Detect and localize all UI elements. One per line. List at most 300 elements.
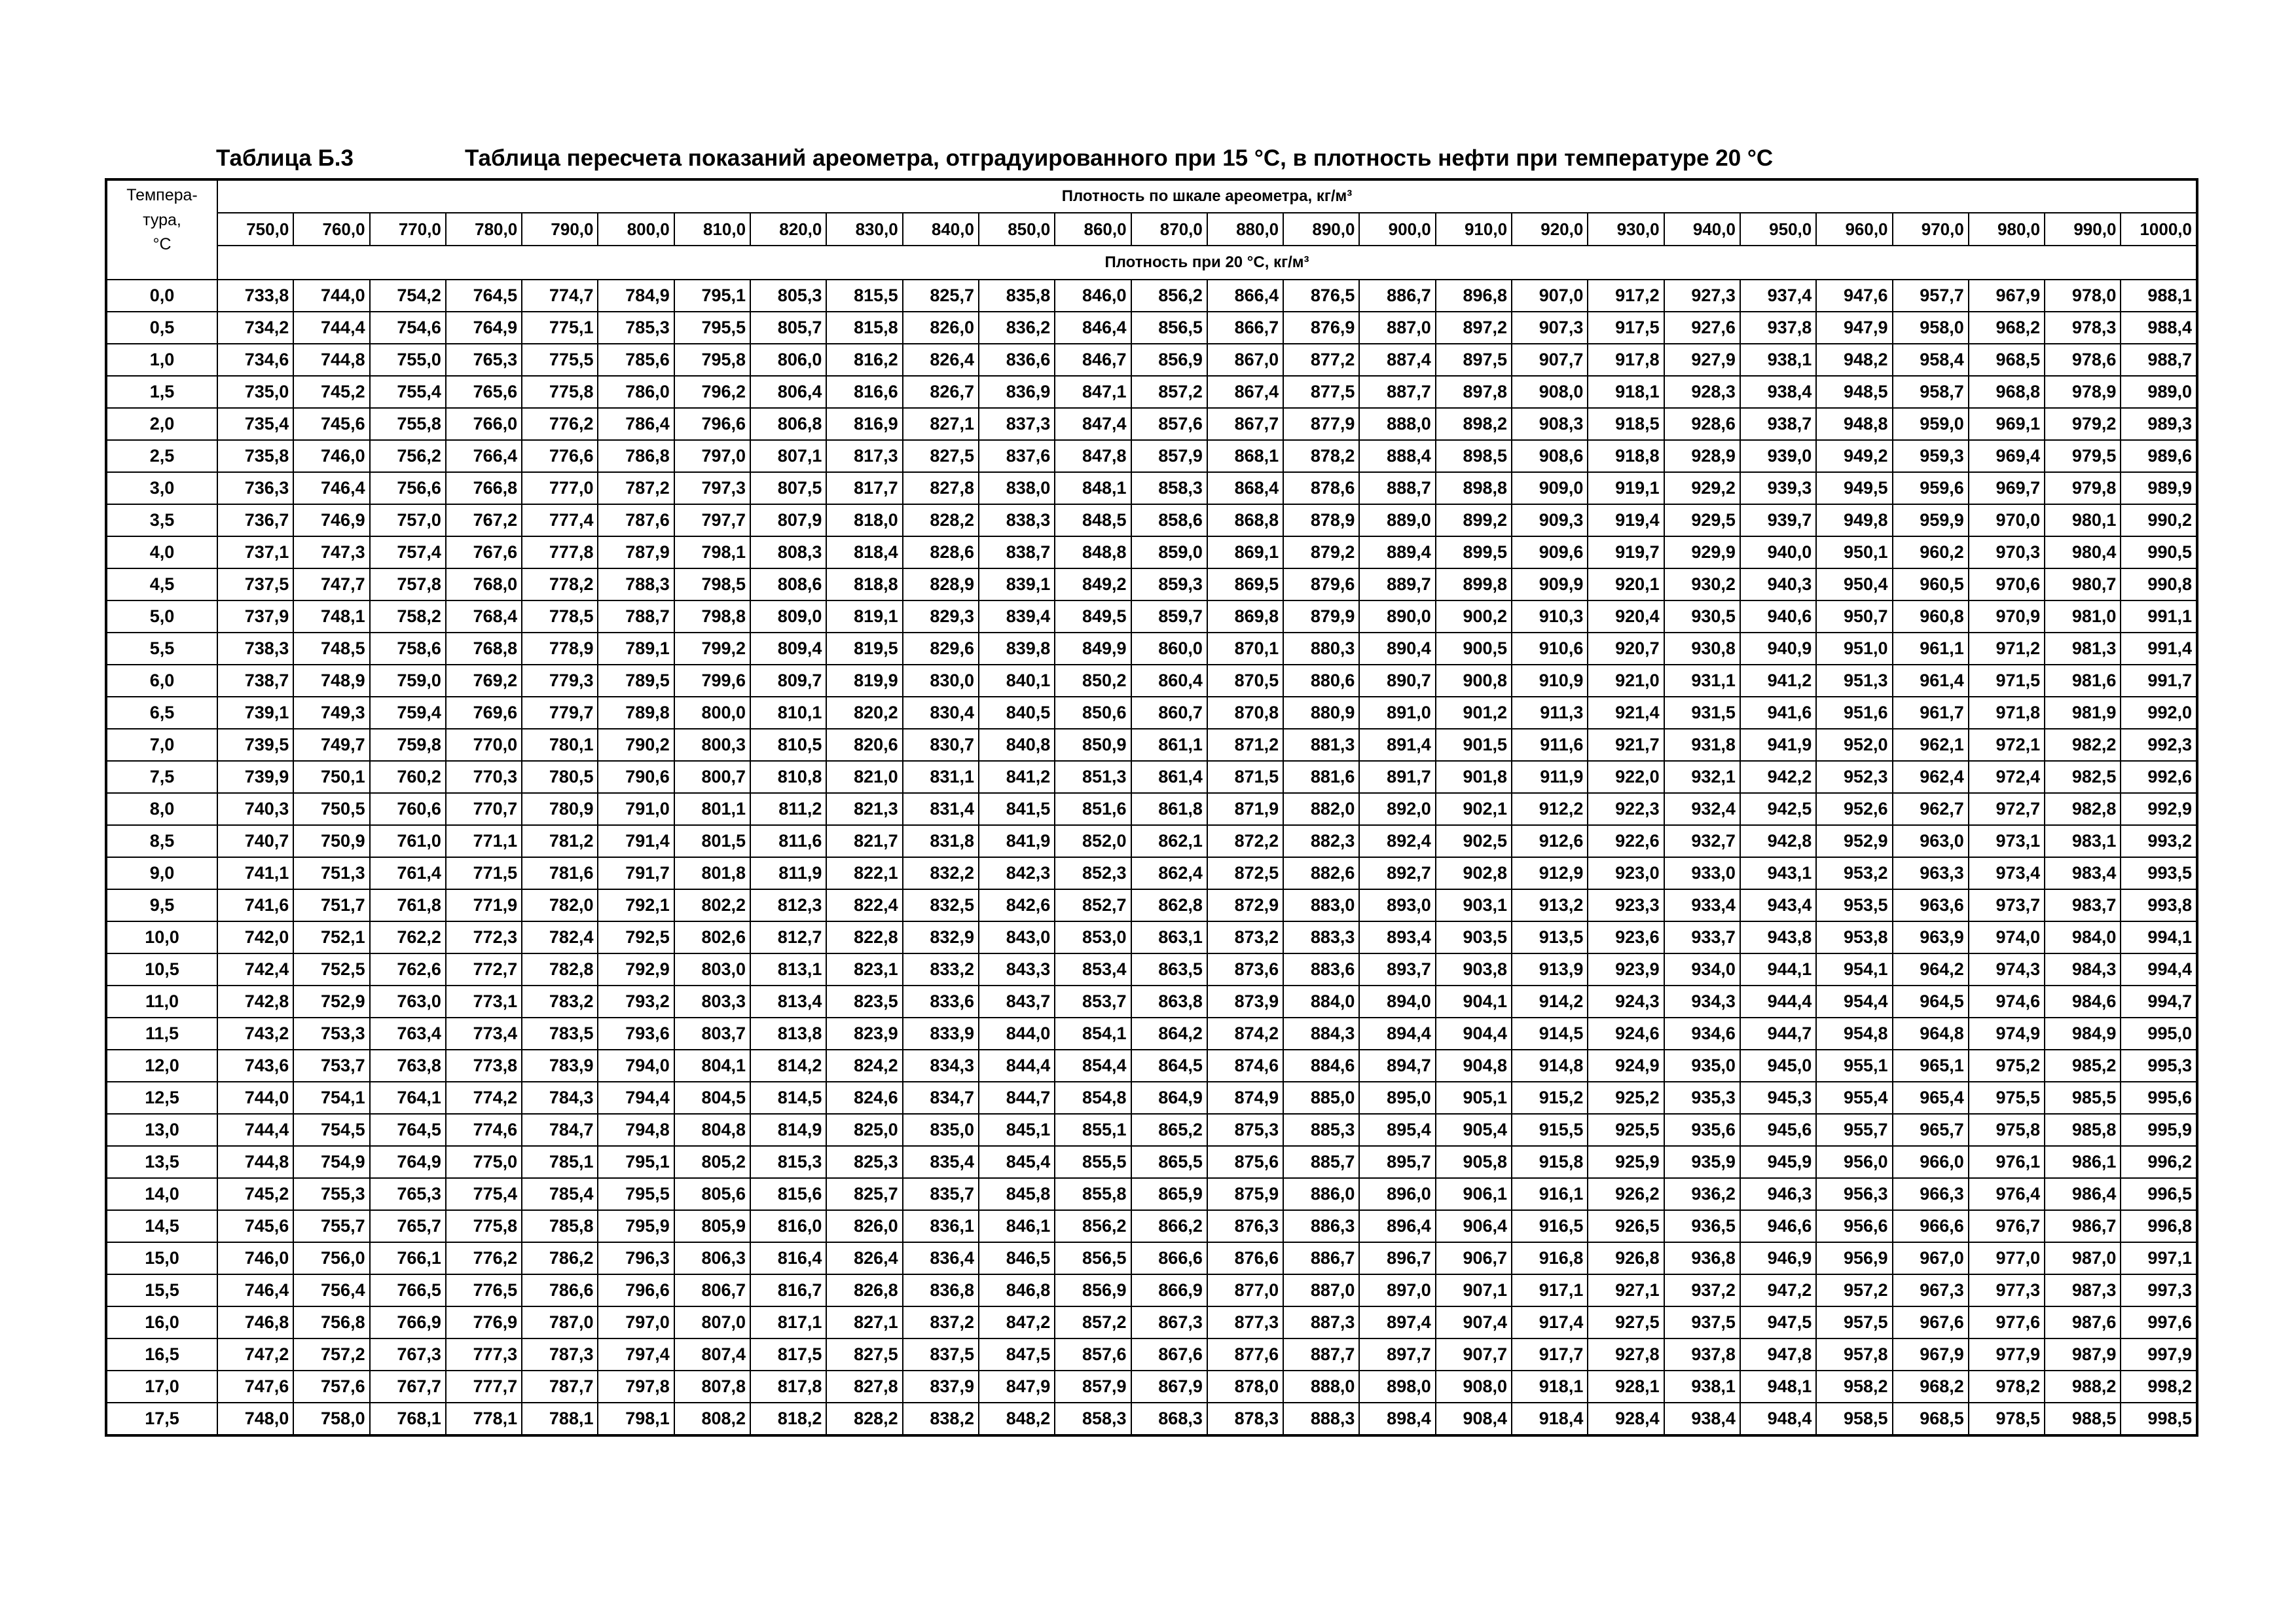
- density-cell: 809,4: [750, 633, 826, 665]
- table-row: [106, 1114, 2197, 1146]
- density-cell: 786,6: [522, 1274, 598, 1306]
- density-cell: 944,7: [1740, 1018, 1816, 1050]
- density-cell: 886,7: [1283, 1242, 1359, 1274]
- density-cell: 799,6: [674, 665, 750, 697]
- density-cell: 754,6: [370, 312, 446, 344]
- table-row: [106, 761, 2197, 793]
- density-cell: 967,9: [1893, 1338, 1969, 1371]
- density-cell: 754,5: [293, 1114, 369, 1146]
- density-cell: 855,5: [1055, 1146, 1131, 1178]
- density-cell: 928,4: [1588, 1403, 1664, 1435]
- density-cell: 994,7: [2121, 986, 2197, 1018]
- density-cell: 760,6: [370, 793, 446, 825]
- density-cell: 790,6: [598, 761, 674, 793]
- density-cell: 858,3: [1055, 1403, 1131, 1435]
- density-cell: 839,1: [979, 568, 1055, 600]
- density-cell: 911,6: [1512, 729, 1588, 761]
- density-cell: 875,3: [1207, 1114, 1283, 1146]
- density-conversion-table: [105, 178, 2198, 1437]
- density-cell: 971,2: [1969, 633, 2045, 665]
- table-row: [106, 1242, 2197, 1274]
- density-cell: 857,6: [1055, 1338, 1131, 1371]
- density-cell: 765,6: [446, 376, 522, 408]
- density-cell: 836,8: [903, 1274, 979, 1306]
- density-cell: 991,1: [2121, 600, 2197, 633]
- density-cell: 807,4: [674, 1338, 750, 1371]
- density-cell: 851,6: [1055, 793, 1131, 825]
- density-cell: 792,9: [598, 953, 674, 986]
- density-cell: 740,7: [217, 825, 293, 857]
- density-cell: 908,0: [1512, 376, 1588, 408]
- density-cell: 838,0: [979, 472, 1055, 504]
- density-cell: 895,4: [1359, 1114, 1435, 1146]
- density-cell: 898,5: [1436, 440, 1512, 472]
- density-cell: 876,9: [1283, 312, 1359, 344]
- density-cell: 881,3: [1283, 729, 1359, 761]
- density-cell: 822,8: [826, 921, 902, 953]
- density-cell: 968,2: [1969, 312, 2045, 344]
- density-cell: 781,2: [522, 825, 598, 857]
- density-cell: 903,8: [1436, 953, 1512, 986]
- density-cell: 872,9: [1207, 889, 1283, 921]
- density-cell: 933,0: [1664, 857, 1740, 889]
- density-cell: 863,5: [1131, 953, 1207, 986]
- density-cell: 777,3: [446, 1338, 522, 1371]
- density-cell: 757,0: [370, 504, 446, 536]
- density-cell: 949,8: [1816, 504, 1892, 536]
- density-cell: 806,3: [674, 1242, 750, 1274]
- density-cell: 972,1: [1969, 729, 2045, 761]
- density-cell: 814,2: [750, 1050, 826, 1082]
- density-cell: 914,8: [1512, 1050, 1588, 1082]
- density-cell: 829,3: [903, 600, 979, 633]
- density-cell: 896,8: [1436, 280, 1512, 312]
- column-header: 860,0: [1055, 213, 1131, 246]
- density-cell: 931,1: [1664, 665, 1740, 697]
- density-cell: 806,4: [750, 376, 826, 408]
- column-header: 890,0: [1283, 213, 1359, 246]
- density-cell: 909,6: [1512, 536, 1588, 568]
- density-cell: 927,1: [1588, 1274, 1664, 1306]
- density-cell: 928,9: [1664, 440, 1740, 472]
- density-cell: 793,2: [598, 986, 674, 1018]
- density-cell: 782,8: [522, 953, 598, 986]
- density-cell: 826,4: [826, 1242, 902, 1274]
- density-cell: 852,7: [1055, 889, 1131, 921]
- density-cell: 916,1: [1512, 1178, 1588, 1210]
- density-cell: 846,8: [979, 1274, 1055, 1306]
- density-cell: 788,1: [522, 1403, 598, 1435]
- density-cell: 810,8: [750, 761, 826, 793]
- density-cell: 826,0: [903, 312, 979, 344]
- density-cell: 983,7: [2045, 889, 2121, 921]
- table-row: [106, 1018, 2197, 1050]
- density-cell: 764,9: [370, 1146, 446, 1178]
- density-cell: 957,8: [1816, 1338, 1892, 1371]
- density-cell: 997,3: [2121, 1274, 2197, 1306]
- density-cell: 787,6: [598, 504, 674, 536]
- table-row: [106, 1050, 2197, 1082]
- density-cell: 873,2: [1207, 921, 1283, 953]
- table-row: [106, 825, 2197, 857]
- density-cell: 945,0: [1740, 1050, 1816, 1082]
- density-cell: 837,9: [903, 1371, 979, 1403]
- density-cell: 950,7: [1816, 600, 1892, 633]
- table-row: [106, 440, 2197, 472]
- density-cell: 785,3: [598, 312, 674, 344]
- density-cell: 831,1: [903, 761, 979, 793]
- density-cell: 763,8: [370, 1050, 446, 1082]
- temperature-cell: 4,5: [106, 568, 217, 600]
- density-cell: 988,2: [2045, 1371, 2121, 1403]
- density-cell: 798,1: [674, 536, 750, 568]
- density-cell: 837,2: [903, 1306, 979, 1338]
- density-cell: 834,3: [903, 1050, 979, 1082]
- density-cell: 903,1: [1436, 889, 1512, 921]
- density-cell: 878,6: [1283, 472, 1359, 504]
- density-cell: 980,1: [2045, 504, 2121, 536]
- density-cell: 836,6: [979, 344, 1055, 376]
- density-cell: 805,2: [674, 1146, 750, 1178]
- density-cell: 837,6: [979, 440, 1055, 472]
- density-at-20-header: Плотность при 20 °С, кг/м³: [217, 246, 2197, 280]
- density-cell: 862,4: [1131, 857, 1207, 889]
- density-cell: 940,3: [1740, 568, 1816, 600]
- density-cell: 966,0: [1893, 1146, 1969, 1178]
- density-cell: 776,6: [522, 440, 598, 472]
- density-cell: 923,6: [1588, 921, 1664, 953]
- density-cell: 907,0: [1512, 280, 1588, 312]
- density-cell: 889,4: [1359, 536, 1435, 568]
- density-cell: 836,4: [903, 1242, 979, 1274]
- temperature-cell: 12,5: [106, 1082, 217, 1114]
- density-cell: 992,6: [2121, 761, 2197, 793]
- density-cell: 864,2: [1131, 1018, 1207, 1050]
- density-cell: 784,7: [522, 1114, 598, 1146]
- density-cell: 887,4: [1359, 344, 1435, 376]
- density-cell: 767,6: [446, 536, 522, 568]
- density-cell: 788,3: [598, 568, 674, 600]
- density-cell: 765,7: [370, 1210, 446, 1242]
- density-cell: 776,9: [446, 1306, 522, 1338]
- density-cell: 894,7: [1359, 1050, 1435, 1082]
- density-cell: 777,0: [522, 472, 598, 504]
- density-cell: 922,6: [1588, 825, 1664, 857]
- density-cell: 947,5: [1740, 1306, 1816, 1338]
- density-cell: 896,7: [1359, 1242, 1435, 1274]
- density-cell: 753,7: [293, 1050, 369, 1082]
- density-cell: 767,3: [370, 1338, 446, 1371]
- density-cell: 755,4: [370, 376, 446, 408]
- density-cell: 874,9: [1207, 1082, 1283, 1114]
- table-row: [106, 633, 2197, 665]
- density-cell: 932,4: [1664, 793, 1740, 825]
- density-cell: 934,3: [1664, 986, 1740, 1018]
- temperature-cell: 13,0: [106, 1114, 217, 1146]
- density-cell: 763,4: [370, 1018, 446, 1050]
- density-cell: 997,9: [2121, 1338, 2197, 1371]
- density-cell: 764,9: [446, 312, 522, 344]
- density-cell: 984,3: [2045, 953, 2121, 986]
- density-cell: 747,3: [293, 536, 369, 568]
- density-cell: 969,1: [1969, 408, 2045, 440]
- density-cell: 938,1: [1664, 1371, 1740, 1403]
- temperature-cell: 1,5: [106, 376, 217, 408]
- density-cell: 799,2: [674, 633, 750, 665]
- density-cell: 826,8: [826, 1274, 902, 1306]
- density-cell: 958,2: [1816, 1371, 1892, 1403]
- column-header: 920,0: [1512, 213, 1588, 246]
- density-cell: 883,3: [1283, 921, 1359, 953]
- density-cell: 775,5: [522, 344, 598, 376]
- density-cell: 828,2: [903, 504, 979, 536]
- density-cell: 901,8: [1436, 761, 1512, 793]
- density-cell: 880,9: [1283, 697, 1359, 729]
- density-cell: 822,4: [826, 889, 902, 921]
- density-cell: 808,3: [750, 536, 826, 568]
- density-cell: 985,8: [2045, 1114, 2121, 1146]
- density-cell: 861,4: [1131, 761, 1207, 793]
- density-cell: 886,7: [1359, 280, 1435, 312]
- density-cell: 990,5: [2121, 536, 2197, 568]
- density-cell: 927,5: [1588, 1306, 1664, 1338]
- density-cell: 974,3: [1969, 953, 2045, 986]
- density-cell: 904,4: [1436, 1018, 1512, 1050]
- density-cell: 969,7: [1969, 472, 2045, 504]
- density-cell: 832,9: [903, 921, 979, 953]
- density-cell: 787,3: [522, 1338, 598, 1371]
- column-header: 780,0: [446, 213, 522, 246]
- density-cell: 978,3: [2045, 312, 2121, 344]
- density-cell: 935,9: [1664, 1146, 1740, 1178]
- density-cell: 737,1: [217, 536, 293, 568]
- density-cell: 761,0: [370, 825, 446, 857]
- density-cell: 845,4: [979, 1146, 1055, 1178]
- density-cell: 887,0: [1283, 1274, 1359, 1306]
- density-cell: 836,2: [979, 312, 1055, 344]
- density-cell: 877,6: [1207, 1338, 1283, 1371]
- density-cell: 913,9: [1512, 953, 1588, 986]
- density-cell: 809,0: [750, 600, 826, 633]
- density-cell: 976,7: [1969, 1210, 2045, 1242]
- density-cell: 953,8: [1816, 921, 1892, 953]
- density-cell: 963,9: [1893, 921, 1969, 953]
- density-cell: 798,1: [598, 1403, 674, 1435]
- density-cell: 777,4: [522, 504, 598, 536]
- density-cell: 981,6: [2045, 665, 2121, 697]
- density-cell: 848,8: [1055, 536, 1131, 568]
- density-cell: 982,8: [2045, 793, 2121, 825]
- density-cell: 856,5: [1055, 1242, 1131, 1274]
- column-header: 840,0: [903, 213, 979, 246]
- density-cell: 772,7: [446, 953, 522, 986]
- density-cell: 840,5: [979, 697, 1055, 729]
- density-cell: 858,6: [1131, 504, 1207, 536]
- table-row: [106, 1338, 2197, 1371]
- density-cell: 775,8: [522, 376, 598, 408]
- density-cell: 993,8: [2121, 889, 2197, 921]
- density-cell: 897,0: [1359, 1274, 1435, 1306]
- density-cell: 896,4: [1359, 1210, 1435, 1242]
- density-cell: 946,9: [1740, 1242, 1816, 1274]
- density-cell: 766,0: [446, 408, 522, 440]
- density-cell: 961,7: [1893, 697, 1969, 729]
- temperature-cell: 0,5: [106, 312, 217, 344]
- density-cell: 802,2: [674, 889, 750, 921]
- density-cell: 850,6: [1055, 697, 1131, 729]
- density-cell: 817,3: [826, 440, 902, 472]
- density-cell: 795,5: [598, 1178, 674, 1210]
- density-cell: 911,3: [1512, 697, 1588, 729]
- density-cell: 911,9: [1512, 761, 1588, 793]
- density-cell: 998,5: [2121, 1403, 2197, 1435]
- density-cell: 814,9: [750, 1114, 826, 1146]
- density-cell: 890,0: [1359, 600, 1435, 633]
- density-cell: 923,3: [1588, 889, 1664, 921]
- column-header: 940,0: [1664, 213, 1740, 246]
- density-cell: 788,7: [598, 600, 674, 633]
- density-cell: 967,0: [1893, 1242, 1969, 1274]
- density-cell: 996,2: [2121, 1146, 2197, 1178]
- density-cell: 744,0: [293, 280, 369, 312]
- density-cell: 827,5: [903, 440, 979, 472]
- density-cell: 806,7: [674, 1274, 750, 1306]
- density-cell: 735,8: [217, 440, 293, 472]
- density-cell: 749,3: [293, 697, 369, 729]
- density-cell: 757,6: [293, 1371, 369, 1403]
- density-cell: 744,4: [293, 312, 369, 344]
- density-cell: 893,4: [1359, 921, 1435, 953]
- density-cell: 857,2: [1055, 1306, 1131, 1338]
- density-cell: 761,8: [370, 889, 446, 921]
- density-cell: 917,7: [1512, 1338, 1588, 1371]
- density-cell: 807,0: [674, 1306, 750, 1338]
- density-cell: 961,4: [1893, 665, 1969, 697]
- density-cell: 856,2: [1131, 280, 1207, 312]
- temperature-cell: 15,0: [106, 1242, 217, 1274]
- density-cell: 825,3: [826, 1146, 902, 1178]
- density-cell: 926,5: [1588, 1210, 1664, 1242]
- density-cell: 952,9: [1816, 825, 1892, 857]
- density-cell: 777,8: [522, 536, 598, 568]
- density-cell: 959,3: [1893, 440, 1969, 472]
- density-cell: 809,7: [750, 665, 826, 697]
- density-cell: 765,3: [446, 344, 522, 376]
- density-cell: 811,6: [750, 825, 826, 857]
- density-cell: 847,5: [979, 1338, 1055, 1371]
- density-cell: 888,0: [1359, 408, 1435, 440]
- density-cell: 784,9: [598, 280, 674, 312]
- density-cell: 837,3: [979, 408, 1055, 440]
- density-cell: 957,5: [1816, 1306, 1892, 1338]
- density-cell: 816,9: [826, 408, 902, 440]
- density-cell: 807,5: [750, 472, 826, 504]
- density-cell: 771,5: [446, 857, 522, 889]
- density-cell: 804,8: [674, 1114, 750, 1146]
- density-cell: 860,7: [1131, 697, 1207, 729]
- temperature-header-line-2: тура,: [143, 210, 181, 229]
- density-cell: 858,3: [1131, 472, 1207, 504]
- density-cell: 785,8: [522, 1210, 598, 1242]
- density-cell: 988,4: [2121, 312, 2197, 344]
- density-cell: 968,2: [1893, 1371, 1969, 1403]
- density-cell: 897,2: [1436, 312, 1512, 344]
- density-cell: 850,2: [1055, 665, 1131, 697]
- density-cell: 816,7: [750, 1274, 826, 1306]
- density-cell: 835,8: [979, 280, 1055, 312]
- density-cell: 928,1: [1588, 1371, 1664, 1403]
- density-cell: 905,1: [1436, 1082, 1512, 1114]
- density-cell: 927,9: [1664, 344, 1740, 376]
- density-cell: 754,2: [370, 280, 446, 312]
- density-cell: 864,9: [1131, 1082, 1207, 1114]
- density-cell: 759,4: [370, 697, 446, 729]
- density-cell: 854,8: [1055, 1082, 1131, 1114]
- density-cell: 814,5: [750, 1082, 826, 1114]
- density-cell: 970,0: [1969, 504, 2045, 536]
- density-cell: 770,3: [446, 761, 522, 793]
- density-cell: 918,5: [1588, 408, 1664, 440]
- density-cell: 813,4: [750, 986, 826, 1018]
- density-cell: 763,0: [370, 986, 446, 1018]
- density-cell: 839,4: [979, 600, 1055, 633]
- density-cell: 842,3: [979, 857, 1055, 889]
- table-row: [106, 344, 2197, 376]
- density-cell: 937,2: [1664, 1274, 1740, 1306]
- density-cell: 807,9: [750, 504, 826, 536]
- density-cell: 827,1: [826, 1306, 902, 1338]
- density-cell: 939,3: [1740, 472, 1816, 504]
- density-cell: 987,3: [2045, 1274, 2121, 1306]
- density-cell: 746,0: [217, 1242, 293, 1274]
- density-cell: 774,7: [522, 280, 598, 312]
- density-cell: 745,2: [293, 376, 369, 408]
- density-cell: 979,8: [2045, 472, 2121, 504]
- density-cell: 990,2: [2121, 504, 2197, 536]
- density-cell: 810,1: [750, 697, 826, 729]
- density-cell: 977,9: [1969, 1338, 2045, 1371]
- density-cell: 775,0: [446, 1146, 522, 1178]
- density-cell: 816,0: [750, 1210, 826, 1242]
- density-cell: 741,6: [217, 889, 293, 921]
- density-cell: 798,8: [674, 600, 750, 633]
- density-cell: 795,1: [674, 280, 750, 312]
- density-cell: 874,2: [1207, 1018, 1283, 1050]
- density-cell: 746,0: [293, 440, 369, 472]
- density-cell: 742,0: [217, 921, 293, 953]
- density-cell: 750,5: [293, 793, 369, 825]
- density-cell: 927,6: [1664, 312, 1740, 344]
- density-cell: 804,5: [674, 1082, 750, 1114]
- density-cell: 941,9: [1740, 729, 1816, 761]
- density-cell: 912,2: [1512, 793, 1588, 825]
- density-cell: 847,9: [979, 1371, 1055, 1403]
- density-cell: 922,0: [1588, 761, 1664, 793]
- density-cell: 792,5: [598, 921, 674, 953]
- table-row: [106, 1306, 2197, 1338]
- temperature-cell: 0,0: [106, 280, 217, 312]
- density-cell: 882,0: [1283, 793, 1359, 825]
- density-cell: 974,9: [1969, 1018, 2045, 1050]
- column-header: 950,0: [1740, 213, 1816, 246]
- density-cell: 967,3: [1893, 1274, 1969, 1306]
- density-cell: 912,9: [1512, 857, 1588, 889]
- density-cell: 760,2: [370, 761, 446, 793]
- density-cell: 768,1: [370, 1403, 446, 1435]
- density-cell: 995,0: [2121, 1018, 2197, 1050]
- density-cell: 745,6: [293, 408, 369, 440]
- density-cell: 867,0: [1207, 344, 1283, 376]
